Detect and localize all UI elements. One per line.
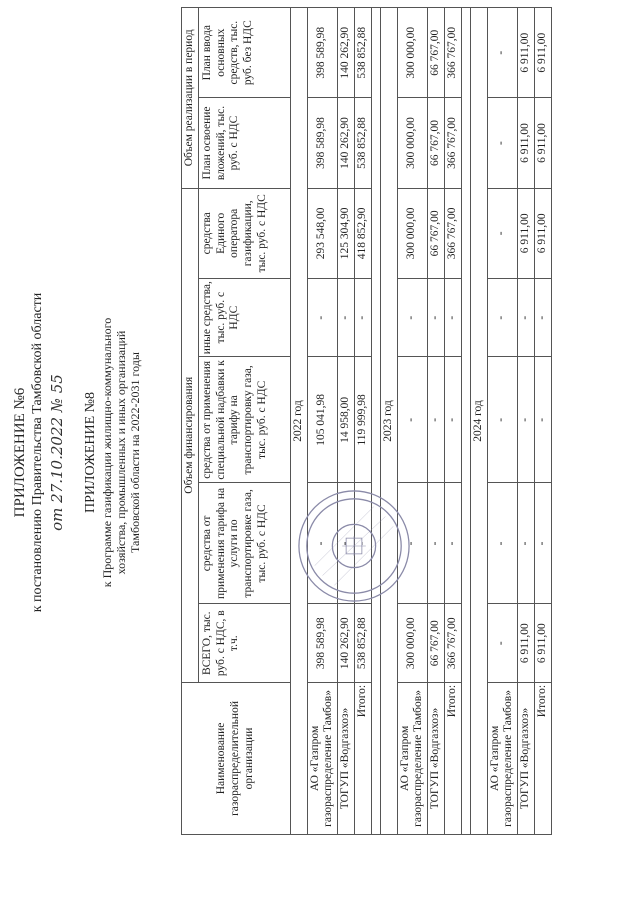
- invest-cell: 66 767,00: [428, 98, 445, 188]
- appendix-title: ПРИЛОЖЕНИЕ №6: [12, 387, 28, 518]
- allowance-cell: -: [534, 357, 551, 483]
- operator-cell: 125 304,90: [338, 188, 355, 278]
- program-line-2: хозяйства, промышленных и иных организаций: [114, 330, 128, 575]
- total-cell: 366 767,00: [444, 604, 461, 682]
- operator-cell: 418 852,90: [354, 188, 371, 278]
- program-line-3: Тамбовской области на 2022-2031 годы: [128, 352, 142, 553]
- org-name-cell: ТОГУП «Водгазхоз»: [428, 682, 445, 834]
- table-row: [397, 8, 428, 835]
- other-cell: -: [518, 278, 535, 356]
- other-cell: -: [354, 278, 371, 356]
- table-row-total: [534, 8, 551, 835]
- invest-cell: -: [487, 98, 518, 188]
- total-cell: 300 000,00: [397, 604, 428, 682]
- operator-cell: 66 767,00: [428, 188, 445, 278]
- table-row: [487, 8, 518, 835]
- table-row: [428, 8, 445, 835]
- other-cell: -: [487, 278, 518, 356]
- total-cell: 140 262,90: [338, 604, 355, 682]
- total-label-cell: Итого:: [534, 682, 551, 834]
- appendix8-title: ПРИЛОЖЕНИЕ №8: [83, 392, 98, 513]
- org-name-cell: АО «Газпром газораспределение Тамбов»: [487, 682, 518, 834]
- tariff-cell: -: [354, 483, 371, 604]
- total-cell: 66 767,00: [428, 604, 445, 682]
- row-spacer: [461, 8, 470, 835]
- total-cell: -: [487, 604, 518, 682]
- total-label-cell: Итого:: [444, 682, 461, 834]
- operator-cell: -: [487, 188, 518, 278]
- assets-cell: -: [487, 8, 518, 98]
- table-row-total: [354, 8, 371, 835]
- invest-cell: 398 589,98: [307, 98, 338, 188]
- invest-cell: 6 911,00: [534, 98, 551, 188]
- table-row: [518, 8, 535, 835]
- header-assets: План ввода основных средств, тыс. руб. без НДС: [198, 8, 290, 98]
- total-cell: 398 589,98: [307, 604, 338, 682]
- assets-cell: 366 767,00: [444, 8, 461, 98]
- other-cell: -: [397, 278, 428, 356]
- tariff-cell: -: [487, 483, 518, 604]
- invest-cell: 140 262,90: [338, 98, 355, 188]
- assets-cell: 66 767,00: [428, 8, 445, 98]
- table-row-total: [444, 8, 461, 835]
- decree-reference: к постановлению Правительства Тамбовской области: [30, 292, 45, 613]
- tariff-cell: -: [534, 483, 551, 604]
- operator-cell: 366 767,00: [444, 188, 461, 278]
- total-cell: 6 911,00: [518, 604, 535, 682]
- header-other: иные средства, тыс. руб. с НДС: [198, 278, 290, 356]
- year-label: 2024 год: [470, 8, 487, 835]
- year-label: 2022 год: [290, 8, 307, 835]
- row-spacer: [371, 8, 380, 835]
- other-cell: -: [338, 278, 355, 356]
- operator-cell: 293 548,00: [307, 188, 338, 278]
- org-name-cell: ТОГУП «Водгазхоз»: [338, 682, 355, 834]
- assets-cell: 6 911,00: [534, 8, 551, 98]
- total-cell: 538 852,88: [354, 604, 371, 682]
- allowance-cell: -: [487, 357, 518, 483]
- invest-cell: 6 911,00: [518, 98, 535, 188]
- table-row: [338, 8, 355, 835]
- tariff-cell: -: [444, 483, 461, 604]
- assets-cell: 6 911,00: [518, 8, 535, 98]
- assets-cell: 398 589,98: [307, 8, 338, 98]
- operator-cell: 6 911,00: [534, 188, 551, 278]
- table-row: [307, 8, 338, 835]
- total-label-cell: Итого:: [354, 682, 371, 834]
- invest-cell: 300 000,00: [397, 98, 428, 188]
- assets-cell: 300 000,00: [397, 8, 428, 98]
- tariff-cell: -: [397, 483, 428, 604]
- program-line-1: к Программе газификации жилищно-коммунального: [100, 317, 114, 588]
- official-seal-stamp: [295, 487, 413, 605]
- assets-cell: 140 262,90: [338, 8, 355, 98]
- other-cell: -: [444, 278, 461, 356]
- header-org-name: Наименование газораспределительной организации: [182, 682, 291, 834]
- invest-cell: 366 767,00: [444, 98, 461, 188]
- allowance-cell: -: [518, 357, 535, 483]
- header-tariff: средства от применения тарифа на услуги по транспортировке газа, тыс. руб. с НДС: [198, 483, 290, 604]
- allowance-cell: -: [444, 357, 461, 483]
- allowance-cell: -: [397, 357, 428, 483]
- year-label: 2023 год: [380, 8, 397, 835]
- allowance-cell: 14 958,00: [338, 357, 355, 483]
- tariff-cell: -: [338, 483, 355, 604]
- header-operator: средства Единого оператора газификации, тыс. руб. с НДС: [198, 188, 290, 278]
- operator-cell: 300 000,00: [397, 188, 428, 278]
- allowance-cell: -: [428, 357, 445, 483]
- decree-date-number: от 27.10.2022 № 55: [48, 374, 66, 531]
- header-invest: План освоение вложений, тыс. руб. с НДС: [198, 98, 290, 188]
- org-name-cell: АО «Газпром газораспределение Тамбов»: [397, 682, 428, 834]
- tariff-cell: -: [518, 483, 535, 604]
- allowance-cell: 105 041,98: [307, 357, 338, 483]
- financing-table: [181, 7, 552, 835]
- other-cell: -: [307, 278, 338, 356]
- org-name-cell: ТОГУП «Водгазхоз»: [518, 682, 535, 834]
- other-cell: -: [428, 278, 445, 356]
- org-name-cell: АО «Газпром газораспределение Тамбов»: [307, 682, 338, 834]
- header-total: ВСЕГО, тыс. руб. с НДС, в т.ч.: [198, 604, 290, 682]
- allowance-cell: 119 999,98: [354, 357, 371, 483]
- header-realization-group: Объем реализации в период: [182, 8, 199, 189]
- operator-cell: 6 911,00: [518, 188, 535, 278]
- header-allowance: средства от применения специальной надбавки к тарифу на транспортировку газа, тыс. руб. с НДС: [198, 357, 290, 483]
- total-cell: 6 911,00: [534, 604, 551, 682]
- header-finance-group: Объем финансирования: [182, 188, 199, 682]
- other-cell: -: [534, 278, 551, 356]
- tariff-cell: -: [428, 483, 445, 604]
- assets-cell: 538 852,88: [354, 8, 371, 98]
- tariff-cell: -: [307, 483, 338, 604]
- invest-cell: 538 852,88: [354, 98, 371, 188]
